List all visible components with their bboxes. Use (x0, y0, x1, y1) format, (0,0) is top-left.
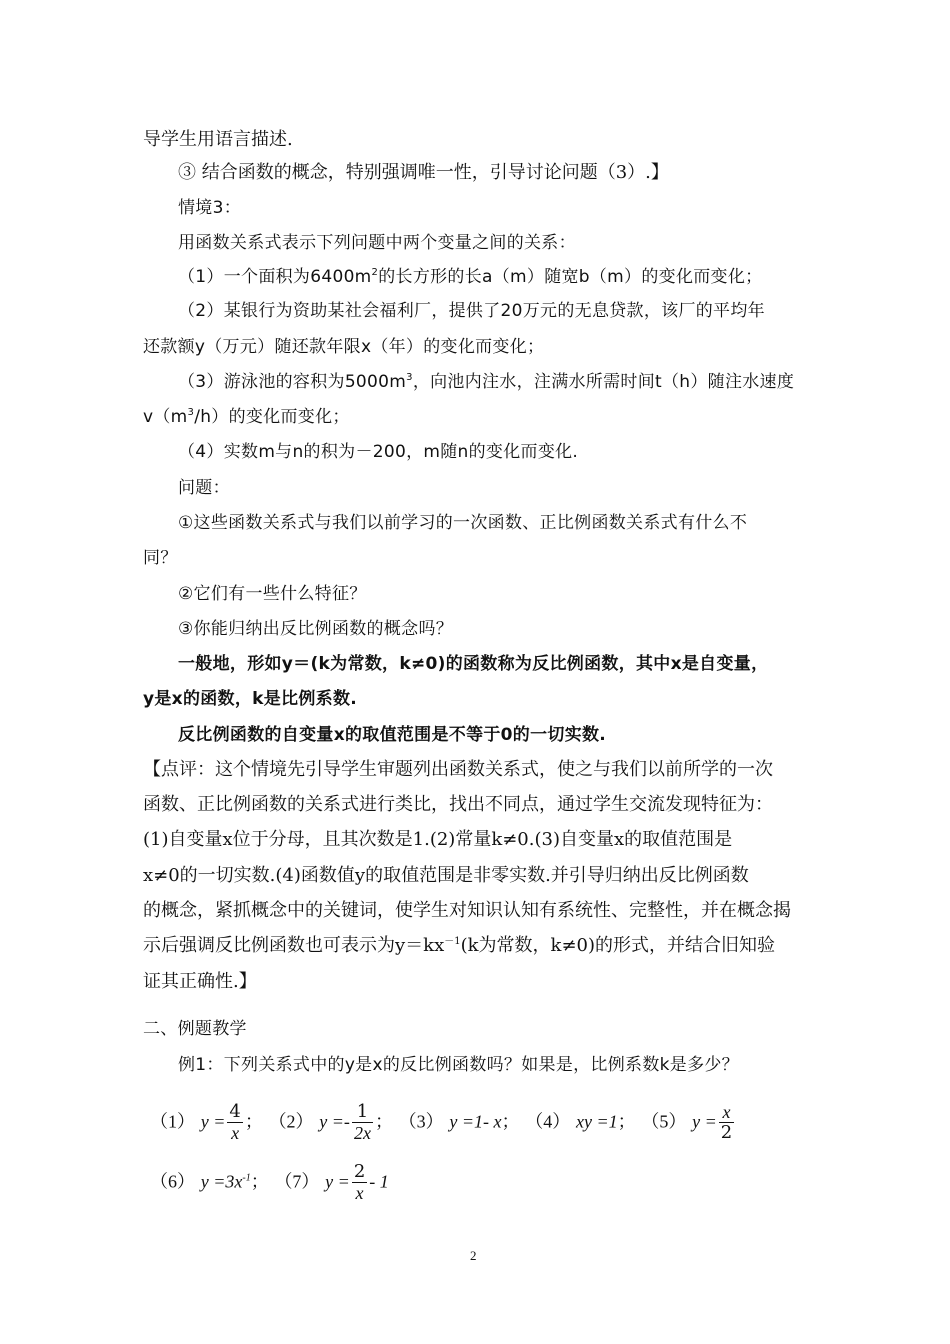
comment-line: 的概念，紧抓概念中的关键词，使学生对知识认知有系统性、完整性，并在概念揭 (143, 900, 791, 921)
denominator: x (355, 1183, 364, 1203)
fraction (352, 1162, 367, 1203)
text-span: （1）一个面积为6400m (178, 267, 372, 287)
item-label: （1） (150, 1111, 195, 1132)
separator: ； (374, 1111, 393, 1133)
definition-line: 一般地，形如y＝(k为常数，k≠0)的函数称为反比例函数，其中x是自变量， (178, 654, 769, 674)
text-line: 导学生用语言描述. (143, 129, 293, 150)
text-span: v（m (143, 407, 188, 427)
situation-heading: 情境3： (178, 198, 242, 218)
separator: ； (244, 1111, 263, 1133)
equation-text: y =- (319, 1111, 350, 1132)
equation-text: y =3x (200, 1171, 243, 1192)
text-span: 示后强调反比例函数也可表示为y＝kx (143, 935, 445, 956)
question-heading: 问题： (178, 478, 230, 498)
superscript: 2 (371, 267, 379, 278)
section-heading: 二、例题教学 (143, 1019, 247, 1039)
item-label: （6） (150, 1171, 195, 1192)
definition-line: y是x的函数，k是比例系数. (143, 689, 358, 709)
denominator: 2x (353, 1123, 371, 1143)
comment-line: 证其正确性.】 (143, 971, 257, 992)
comment-line: x≠0的一切实数.(4)函数值y的取值范围是非零实数.并引导归纳出反比例函数 (143, 865, 749, 886)
text-line: 还款额y（万元）随还款年限x（年）的变化而变化； (143, 337, 545, 357)
text-span: （3）游泳池的容积为5000m (178, 372, 407, 392)
equation-text: xy =1 (576, 1111, 618, 1132)
numerator: 2 (353, 1161, 366, 1182)
text-span: 的长方形的长a（m）随宽b（m）的变化而变化； (378, 267, 763, 287)
separator: ； (501, 1111, 520, 1133)
equation-text: y = (692, 1111, 717, 1132)
superscript: -1 (242, 1172, 251, 1184)
numerator: x (719, 1102, 734, 1123)
text-line (143, 405, 350, 429)
example-prompt: 例1：下列关系式中的y是x的反比例函数吗？如果是，比例系数k是多少？ (178, 1055, 739, 1075)
problem-item-3 (178, 370, 794, 394)
text-span: (k为常数，k≠0)的形式，并结合旧知验 (460, 935, 776, 956)
separator: ； (250, 1171, 269, 1193)
comment-line: 函数、正比例函数的关系式进行类比，找出不同点，通过学生交流发现特征为： (143, 794, 773, 815)
superscript: 3 (187, 407, 195, 418)
text-line: ③ 结合函数的概念，特别强调唯一性，引导讨论问题（3）.】 (178, 162, 669, 183)
comment-line (143, 934, 775, 958)
denominator: 2 (720, 1122, 733, 1143)
item-label: （4） (525, 1111, 571, 1132)
problem-item-4: （4）实数m与n的积为－200，m随n的变化而变化. (178, 442, 579, 462)
item-label: （3） (398, 1111, 444, 1132)
numerator: 4 (229, 1101, 241, 1122)
problem-item-2: （2）某银行为资助某社会福利厂，提供了20万元的无息贷款，该厂的平均年 (178, 301, 765, 321)
question-2: ②它们有一些什么特征？ (178, 584, 367, 604)
superscript: 3 (406, 372, 413, 383)
question-1: ①这些函数关系式与我们以前学习的一次函数、正比例函数关系式有什么不 (178, 513, 748, 533)
text-line: 同？ (143, 548, 178, 568)
text-span: /h）的变化而变化； (194, 407, 350, 427)
equation-text: - 1 (369, 1171, 389, 1192)
text-line: 用函数关系式表示下列问题中两个变量之间的关系： (178, 233, 576, 253)
comment-line: (1)自变量x位于分母，且其次数是1.(2)常量k≠0.(3)自变量x的取值范围是 (143, 829, 733, 850)
question-3: ③你能归纳出反比例函数的概念吗？ (178, 619, 454, 639)
equation-text: y = (200, 1111, 226, 1132)
equation-text: y = (325, 1171, 350, 1192)
item-label: （7） (274, 1171, 320, 1192)
domain-statement: 反比例函数的自变量x的取值范围是不等于0的一切实数. (178, 725, 607, 745)
comment-line: 【点评：这个情境先引导学生审题列出函数关系式，使之与我们以前所学的一次 (143, 759, 773, 780)
equation-row-2 (150, 1162, 389, 1203)
text-span: ，向池内注水，注满水所需时间t（h）随注水速度 (412, 372, 795, 392)
fraction (352, 1102, 373, 1143)
fraction (719, 1102, 734, 1143)
problem-item-1 (178, 265, 762, 289)
fraction (227, 1102, 242, 1143)
superscript: －1 (444, 936, 461, 947)
denominator: x (231, 1123, 240, 1143)
item-label: （5） (641, 1111, 687, 1132)
equation-row-1 (150, 1102, 736, 1143)
page-number: 2 (470, 1248, 477, 1263)
separator: ； (617, 1111, 636, 1133)
equation-text: y =1- x (449, 1111, 502, 1132)
item-label: （2） (268, 1111, 314, 1132)
numerator: 1 (352, 1102, 373, 1123)
